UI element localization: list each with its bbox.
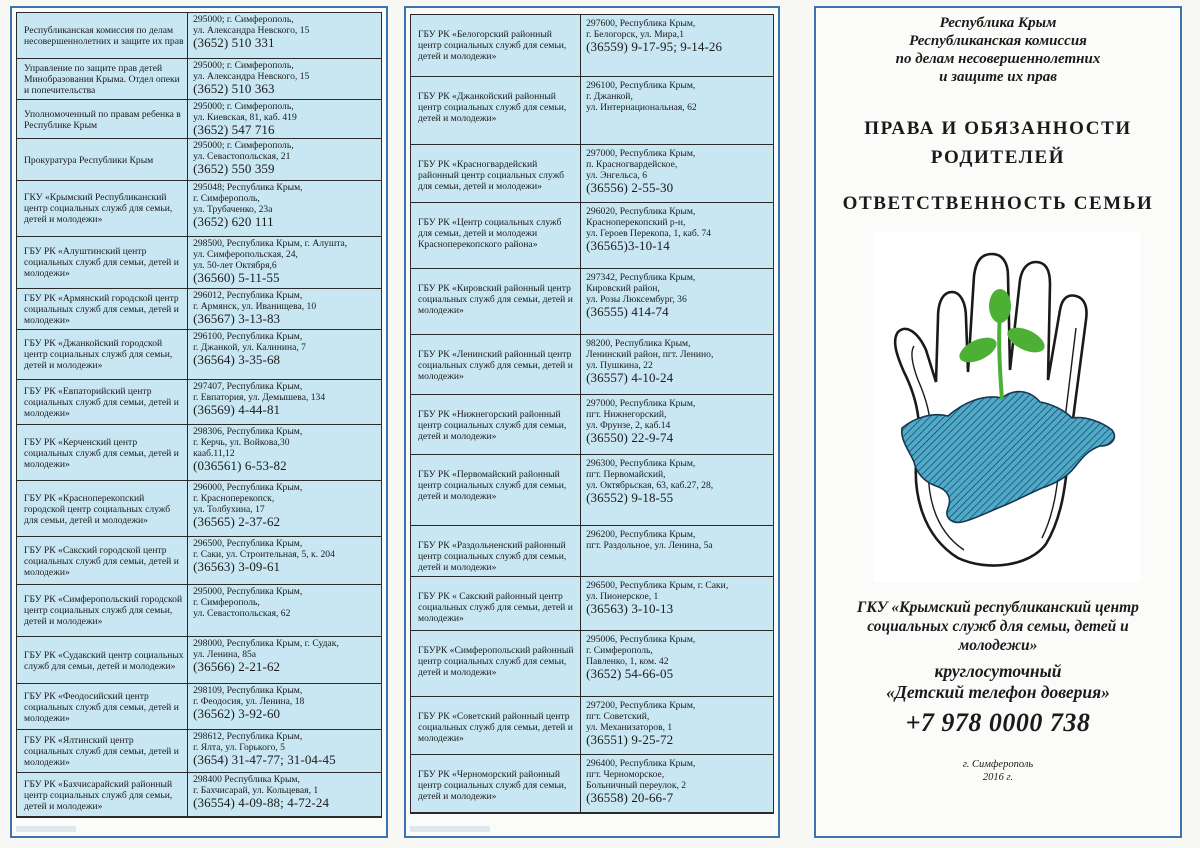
org-name-cell: ГБУ РК «Красногвардейский районный центр социальных служб для семьи, детей и молодежи»: [411, 145, 581, 203]
phone-number[interactable]: (3652) 54-66-05: [586, 666, 674, 682]
address-text: 296000, Республика Крым, г. Красноперекопск, ул. Толбухина, 17: [193, 482, 303, 516]
phone-number[interactable]: (36556) 2-55-30: [586, 180, 674, 196]
title-line-1: ПРАВА И ОБЯЗАННОСТИ: [864, 118, 1132, 139]
phone-number[interactable]: (36564) 3-35-68: [193, 352, 281, 368]
contact-cell: [188, 289, 381, 330]
commission-line-1: Республиканская комиссия: [909, 33, 1087, 49]
contact-cell: [188, 425, 381, 481]
address-text: 297342, Республика Крым, Кировский район, ул. Розы Люксембург, 36: [586, 272, 696, 306]
contact-cell: [188, 481, 381, 537]
org-name-cell: ГБУ РК «Первомайский районный центр социальных служб для семьи, детей и молодежи»: [411, 455, 581, 525]
address-text: 296400, Республика Крым, пгт. Черноморское, Больничный переулок, 2: [586, 758, 696, 792]
address-text: 295000; г. Симферополь, ул. Киевская, 81, каб. 419: [193, 101, 297, 124]
hand-crimea-logo: [874, 232, 1140, 582]
phone-number[interactable]: (36562) 3-92-60: [193, 706, 281, 722]
contact-cell: [581, 697, 773, 755]
phone-number[interactable]: (3652) 547 716: [193, 122, 275, 138]
org-name-cell: Республиканская комиссия по делам несовершеннолетних и защите их прав: [17, 13, 188, 59]
address-text: 296500, Республика Крым, г. Саки, ул. Пионерское, 1: [586, 580, 729, 603]
leaf-left: [956, 332, 1001, 367]
hotline-phone[interactable]: +7 978 0000 738: [905, 708, 1091, 737]
address-text: 297407, Республика Крым, г. Евпатория, ул. Демышева, 134: [193, 380, 326, 403]
address-text: 295000; г. Симферополь, ул. Севастопольская, 21: [193, 140, 294, 163]
org-name-cell: ГБУ РК «Феодосийский центр социальных служб для семьи, детей и молодежи»: [17, 684, 188, 730]
contact-cell: [188, 637, 381, 685]
contact-cell: [581, 335, 773, 395]
phone-number[interactable]: (036561) 6-53-82: [193, 458, 287, 474]
org-name-cell: ГБУ РК «Сакский городской центр социальных служб для семьи, детей и молодежи»: [17, 537, 188, 585]
commission-line-2: по делам несовершеннолетних: [895, 51, 1101, 67]
center-name: [816, 598, 1180, 655]
contact-cell: [188, 139, 381, 180]
org-name-cell: ГБУ РК «Раздольненский районный центр социальных служб для семьи, детей и молодежи»: [411, 526, 581, 578]
phone-number[interactable]: (3652) 510 331: [193, 35, 275, 50]
crimea-map: [902, 392, 1115, 523]
address-text: 296012, Республика Крым, г. Армянск, ул. Иванищева, 10: [193, 289, 317, 312]
contact-cell: [188, 59, 381, 100]
org-name-cell: ГБУ РК «Джанкойский районный центр социальных служб для семьи, детей и молодежи»: [411, 77, 581, 145]
left-panel: [10, 6, 388, 838]
address-text: 98200, Республика Крым, Ленинский район, пгт. Ленино, ул. Пушкина, 22: [586, 338, 714, 372]
org-name-cell: ГБУ РК «Армянский городской центр социальных служб для семьи, детей и молодежи»: [17, 289, 188, 330]
address-text: 296100, Республика Крым, г. Джанкой, ул. Интернациональная, 62: [586, 80, 697, 114]
issuer-block: [816, 14, 1180, 86]
org-name-cell: ГБУ РК «Симферопольский городской центр социальных служб для семьи, детей и молодежи»: [17, 585, 188, 637]
address-text: 295048; Республика Крым, г. Симферополь, ул. Трубаченко, 23а: [193, 181, 303, 215]
org-name-cell: Уполномоченный по правам ребенка в Республике Крым: [17, 100, 188, 139]
org-name-cell: ГБУ РК «Бахчисарайский районный центр социальных служб для семьи, детей и молодежи»: [17, 773, 188, 817]
phone-number[interactable]: (36558) 20-66-7: [586, 790, 674, 806]
org-name-cell: Управление по защите прав детей Минобразования Крыма. Отдел опеки и попечительства: [17, 59, 188, 100]
org-name-cell: ГБУ РК «Евпаторийский центр социальных служб для семьи, детей и молодежи»: [17, 380, 188, 426]
hotline-block: [816, 661, 1180, 703]
contact-cell: [581, 455, 773, 525]
phone-number[interactable]: (36551) 9-25-72: [586, 732, 674, 748]
contacts-table-left: [16, 12, 382, 818]
org-name-cell: ГБУ РК «Ленинский районный центр социальных служб для семьи, детей и молодежи»: [411, 335, 581, 395]
contact-cell: [581, 395, 773, 455]
imprint-year: 2016 г.: [982, 772, 1014, 783]
contact-cell: [581, 755, 773, 813]
org-name-cell: ГБУ РК «Судакский центр социальных служб для семьи, детей и молодежи»: [17, 637, 188, 685]
org-name-cell: ГБУ РК « Сакский районный центр социальных служб для семьи, детей и молодежи»: [411, 577, 581, 631]
org-name-cell: ГБУ РК «Нижнегорский районный центр социальных служб для семьи, детей и молодежи»: [411, 395, 581, 455]
org-name-cell: ГБУ РК «Ялтинский центр социальных служб для семьи, детей и молодежи»: [17, 730, 188, 774]
org-name-cell: Прокуратура Республики Крым: [17, 139, 188, 180]
phone-number[interactable]: (36563) 3-10-13: [586, 601, 674, 617]
contact-cell: [188, 730, 381, 774]
address-text: 295000; г. Симферополь, ул. Александра Невского, 15: [193, 14, 310, 36]
address-text: 296200, Республика Крым, пгт. Раздольное, ул. Ленина, 5а: [586, 528, 713, 551]
imprint: [816, 758, 1180, 784]
org-name-cell: ГКУ «Крымский Республиканский центр социальных служб для семьи, детей и молодежи»: [17, 181, 188, 237]
address-text: 298000, Республика Крым, г. Судак, ул. Ленина, 85а: [193, 637, 339, 660]
phone-number[interactable]: (36554) 4-09-88; 4-72-24: [193, 795, 330, 811]
address-text: 295000, Республика Крым, г. Симферополь, ул. Севастопольская, 62: [193, 585, 303, 619]
hotline-line-2: «Детский телефон доверия»: [886, 682, 1110, 702]
contact-cell: [581, 577, 773, 631]
org-name-cell: ГБУ РК «Алуштинский центр социальных служб для семьи, детей и молодежи»: [17, 237, 188, 289]
contact-cell: [188, 684, 381, 730]
fold-mark: [410, 826, 490, 832]
phone-number[interactable]: (3652) 620 111: [193, 213, 274, 229]
contact-cell: [188, 237, 381, 289]
phone-number[interactable]: (36565)3-10-14: [586, 238, 670, 254]
sprout-stem: [999, 314, 1002, 400]
address-text: 295000; г. Симферополь, ул. Александра Невского, 15: [193, 59, 310, 82]
address-text: 298612, Республика Крым, г. Ялта, ул. Горького, 5: [193, 730, 303, 753]
address-text: 296100, Республика Крым, г. Джанкой, ул. Калинина, 7: [193, 331, 306, 354]
org-name-cell: ГБУ РК «Центр социальных служб для семьи, детей и молодежи Красноперекопского района»: [411, 203, 581, 269]
contact-cell: [188, 100, 381, 139]
phone-number[interactable]: (36559) 9-17-95; 9-14-26: [586, 39, 723, 54]
contact-cell: [581, 145, 773, 203]
org-name-cell: ГБУ РК «Кировский районный центр социальных служб для семьи, детей и молодежи»: [411, 269, 581, 335]
contact-cell: [581, 15, 773, 77]
contact-cell: [188, 380, 381, 426]
commission-line-3: и защите их прав: [939, 69, 1057, 85]
contact-cell: [188, 537, 381, 585]
org-name-cell: ГБУ РК «Советский районный центр социальных служб для семьи, детей и молодежи»: [411, 697, 581, 755]
contact-cell: [188, 330, 381, 380]
phone-number[interactable]: (3654) 31-47-77; 31-04-45: [193, 751, 336, 767]
contact-cell: [581, 269, 773, 335]
address-text: 297200, Республика Крым, пгт. Советский, ул. Механизаторов, 1: [586, 700, 696, 734]
center-name-line-3: молодежи»: [958, 637, 1038, 654]
contacts-table-middle: [410, 14, 774, 814]
phone-number[interactable]: (36566) 2-21-62: [193, 658, 281, 674]
org-name-cell: ГБУ РК «Белогорский районный центр социальных служб для семьи, детей и молодежи»: [411, 15, 581, 77]
leaflet-subtitle: ОТВЕТСТВЕННОСТЬ СЕМЬИ: [842, 193, 1154, 214]
hotline-line-1: круглосуточный: [934, 661, 1062, 681]
address-text: 297000, Республика Крым, пгт. Нижнегорский, ул. Фрунзе, 2, каб.14: [586, 398, 696, 432]
address-text: 297600, Республика Крым, г. Белогорск, ул. Мира,1: [586, 18, 696, 40]
contact-cell: [581, 631, 773, 697]
imprint-city: г. Симферополь: [962, 759, 1034, 770]
address-text: 296500, Республика Крым, г. Саки, ул. Строительная, 5, к. 204: [193, 538, 335, 561]
address-text: 298109, Республика Крым, г. Феодосия, ул. Ленина, 18: [193, 685, 305, 708]
title-line-2: РОДИТЕЛЕЙ: [930, 147, 1066, 168]
phone-number[interactable]: (3652) 510 363: [193, 80, 275, 96]
fold-mark: [16, 826, 76, 832]
address-text: 297000, Республика Крым, п. Красногвардейское, ул. Энгельса, 6: [586, 148, 696, 182]
phone-number[interactable]: (3652) 550 359: [193, 161, 275, 177]
center-name-line-2: социальных служб для семьи, детей и: [867, 618, 1129, 635]
address-text: 296020, Республика Крым, Красноперекопский р-н, ул. Героев Перекопа, 1, каб. 74: [586, 206, 712, 240]
middle-panel: [404, 6, 780, 838]
leaf-top: [989, 289, 1011, 323]
contact-cell: [188, 585, 381, 637]
contact-cell: [581, 526, 773, 578]
phone-number[interactable]: (36557) 4-10-24: [586, 370, 674, 386]
org-name-cell: ГБУ РК «Черноморский районный центр социальных служб для семьи, детей и молодежи»: [411, 755, 581, 813]
phone-number[interactable]: (36560) 5-11-55: [193, 269, 280, 285]
org-name-cell: ГБУ РК «Красноперекопский городской центр социальных служб для семьи, детей и молодежи»: [17, 481, 188, 537]
org-name-cell: ГБУРК «Симферопольский районный центр социальных служб для семьи, детей и молодежи»: [411, 631, 581, 697]
phone-number[interactable]: (36565) 2-37-62: [193, 514, 281, 530]
phone-number[interactable]: (36563) 3-09-61: [193, 559, 281, 575]
address-text: 298500, Республика Крым, г. Алушта, ул. Симферопольская, 24, ул. 50-лет Октября,6: [193, 237, 348, 271]
leaflet-title: [816, 114, 1180, 172]
org-name-cell: ГБУ РК «Керченский центр социальных служб для семьи, детей и молодежи»: [17, 425, 188, 481]
address-text: 296300, Республика Крым, пгт. Первомайский, ул. Октябрьская, 63, каб.27, 28,: [586, 458, 714, 492]
cover-panel: [814, 6, 1182, 838]
phone-number[interactable]: (36552) 9-18-55: [586, 490, 674, 506]
contact-cell: [188, 13, 381, 59]
contact-cell: [581, 203, 773, 269]
address-text: 298306, Республика Крым, г. Керчь, ул. Войкова,30 кааб.11,12: [193, 426, 303, 460]
contact-cell: [188, 773, 381, 817]
phone-number[interactable]: (36567) 3-13-83: [193, 310, 281, 326]
phone-number[interactable]: (36550) 22-9-74: [586, 430, 674, 446]
contact-cell: [581, 77, 773, 145]
address-text: 295006, Республика Крым, г. Симферополь, Павленко, 1, ком. 42: [586, 634, 696, 668]
phone-number[interactable]: (36569) 4-44-81: [193, 401, 281, 417]
center-name-line-1: ГКУ «Крымский республиканский центр: [857, 599, 1139, 616]
address-text: 298400 Республика Крым, г. Бахчисарай, ул. Кольцевая, 1: [193, 774, 319, 797]
phone-number[interactable]: (36555) 414-74: [586, 304, 669, 320]
org-name-cell: ГБУ РК «Джанкойский городской центр социальных служб для семьи, детей и молодежи»: [17, 330, 188, 380]
contact-cell: [188, 181, 381, 237]
republic-name: Республика Крым: [939, 15, 1057, 31]
